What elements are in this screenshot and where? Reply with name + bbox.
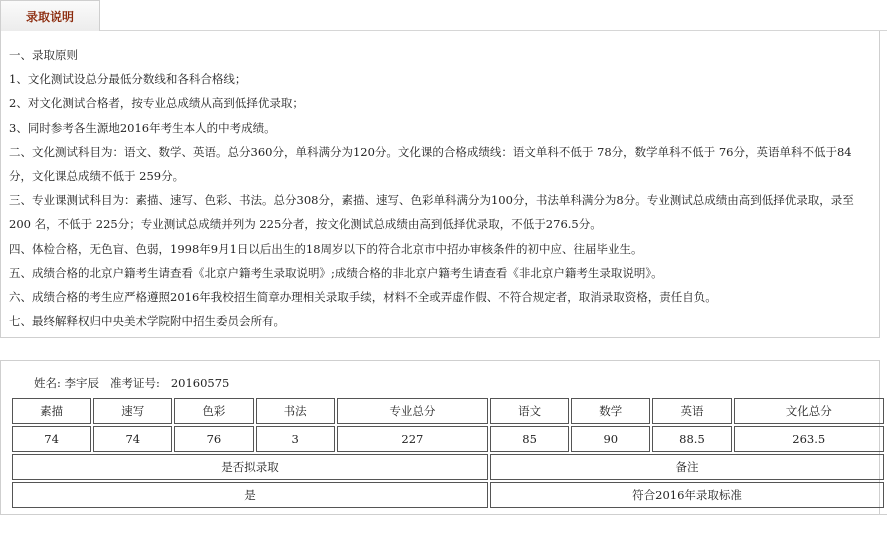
tab-label: 录取说明 [25, 9, 74, 24]
score-table [10, 396, 886, 510]
header-chinese: 语文 [490, 398, 569, 424]
remark-header: 备注 [490, 454, 884, 480]
rule-line: 四、体检合格，无色盲、色弱，1998年9月1日以后出生的18周岁以下的符合北京市中招办审核条件的初中应、往届毕业生。 [9, 241, 643, 256]
rule-line: 1、文化测试设总分最低分数线和各科合格线； [9, 72, 247, 87]
value-chinese: 85 [490, 426, 569, 452]
admission-rules [9, 43, 871, 333]
remark-value: 符合2016年录取标准 [490, 482, 884, 508]
rule-line: 七、最终解释权归中央美术学院附中招生委员会所有。 [9, 314, 285, 329]
admission-status-header: 是否拟录取 [12, 454, 488, 480]
score-header-row [12, 398, 884, 424]
rule-line: 二、文化测试科目为：语文、数学、英语。总分360分，单科满分为120分。文化课的合格成绩线：语文单科不低于 78分，数学单科不低于 76分，英语单科不低于84分，文化课总成绩不低于 259分。 [9, 144, 852, 184]
value-calligraphy: 3 [256, 426, 335, 452]
score-value-row [12, 426, 884, 452]
admission-status-value: 是 [12, 482, 488, 508]
admission-value-row [12, 482, 884, 508]
header-math: 数学 [571, 398, 650, 424]
rules-panel [0, 31, 880, 338]
divider [0, 514, 887, 515]
student-id: 20160575 [170, 376, 230, 390]
tab-admission-notes[interactable] [0, 0, 100, 31]
header-english: 英语 [652, 398, 731, 424]
admission-header-row [12, 454, 884, 480]
value-english: 88.5 [652, 426, 731, 452]
header-color: 色彩 [174, 398, 253, 424]
header-culture-total: 文化总分 [734, 398, 884, 424]
header-major-total: 专业总分 [337, 398, 488, 424]
tab-strip [0, 0, 887, 31]
rule-line: 一、录取原则 [9, 48, 78, 62]
value-culture-total: 263.5 [734, 426, 884, 452]
value-math: 90 [571, 426, 650, 452]
rule-line: 3、同时参考各生源地2016年考生本人的中考成绩。 [9, 120, 276, 135]
header-sketch: 素描 [12, 398, 91, 424]
rule-line: 2、对文化测试合格者，按专业总成绩从高到低择优录取； [9, 96, 304, 111]
student-info [34, 375, 229, 391]
value-major-total: 227 [337, 426, 488, 452]
rule-line: 三、专业课测试科目为：素描、速写、色彩、书法。总分308分，素描、速写、色彩单科满分为100分，书法单科满分为8分。专业测试总成绩由高到低择优录取，录至 200 名，不低于 225分；专业测试总成绩并列为 225分者，按文化测试总成绩由高到低择优录取，不低于276.5分。 [9, 193, 854, 232]
rule-line: 五、成绩合格的北京户籍考生请查看《北京户籍考生录取说明》;成绩合格的非北京户籍考生请查看《非北京户籍考生录取说明》。 [9, 265, 663, 280]
value-color: 76 [174, 426, 253, 452]
student-name: 李宇辰 [64, 376, 100, 390]
id-label: 准考证号: [110, 376, 160, 390]
value-quick-sketch: 74 [93, 426, 172, 452]
value-sketch: 74 [12, 426, 91, 452]
header-calligraphy: 书法 [256, 398, 335, 424]
header-quick-sketch: 速写 [93, 398, 172, 424]
name-label: 姓名: [34, 376, 61, 390]
rule-line: 六、成绩合格的考生应严格遵照2016年我校招生简章办理相关录取手续，材料不全或弄虚作假、不符合规定者，取消录取资格，责任自负。 [9, 290, 717, 305]
